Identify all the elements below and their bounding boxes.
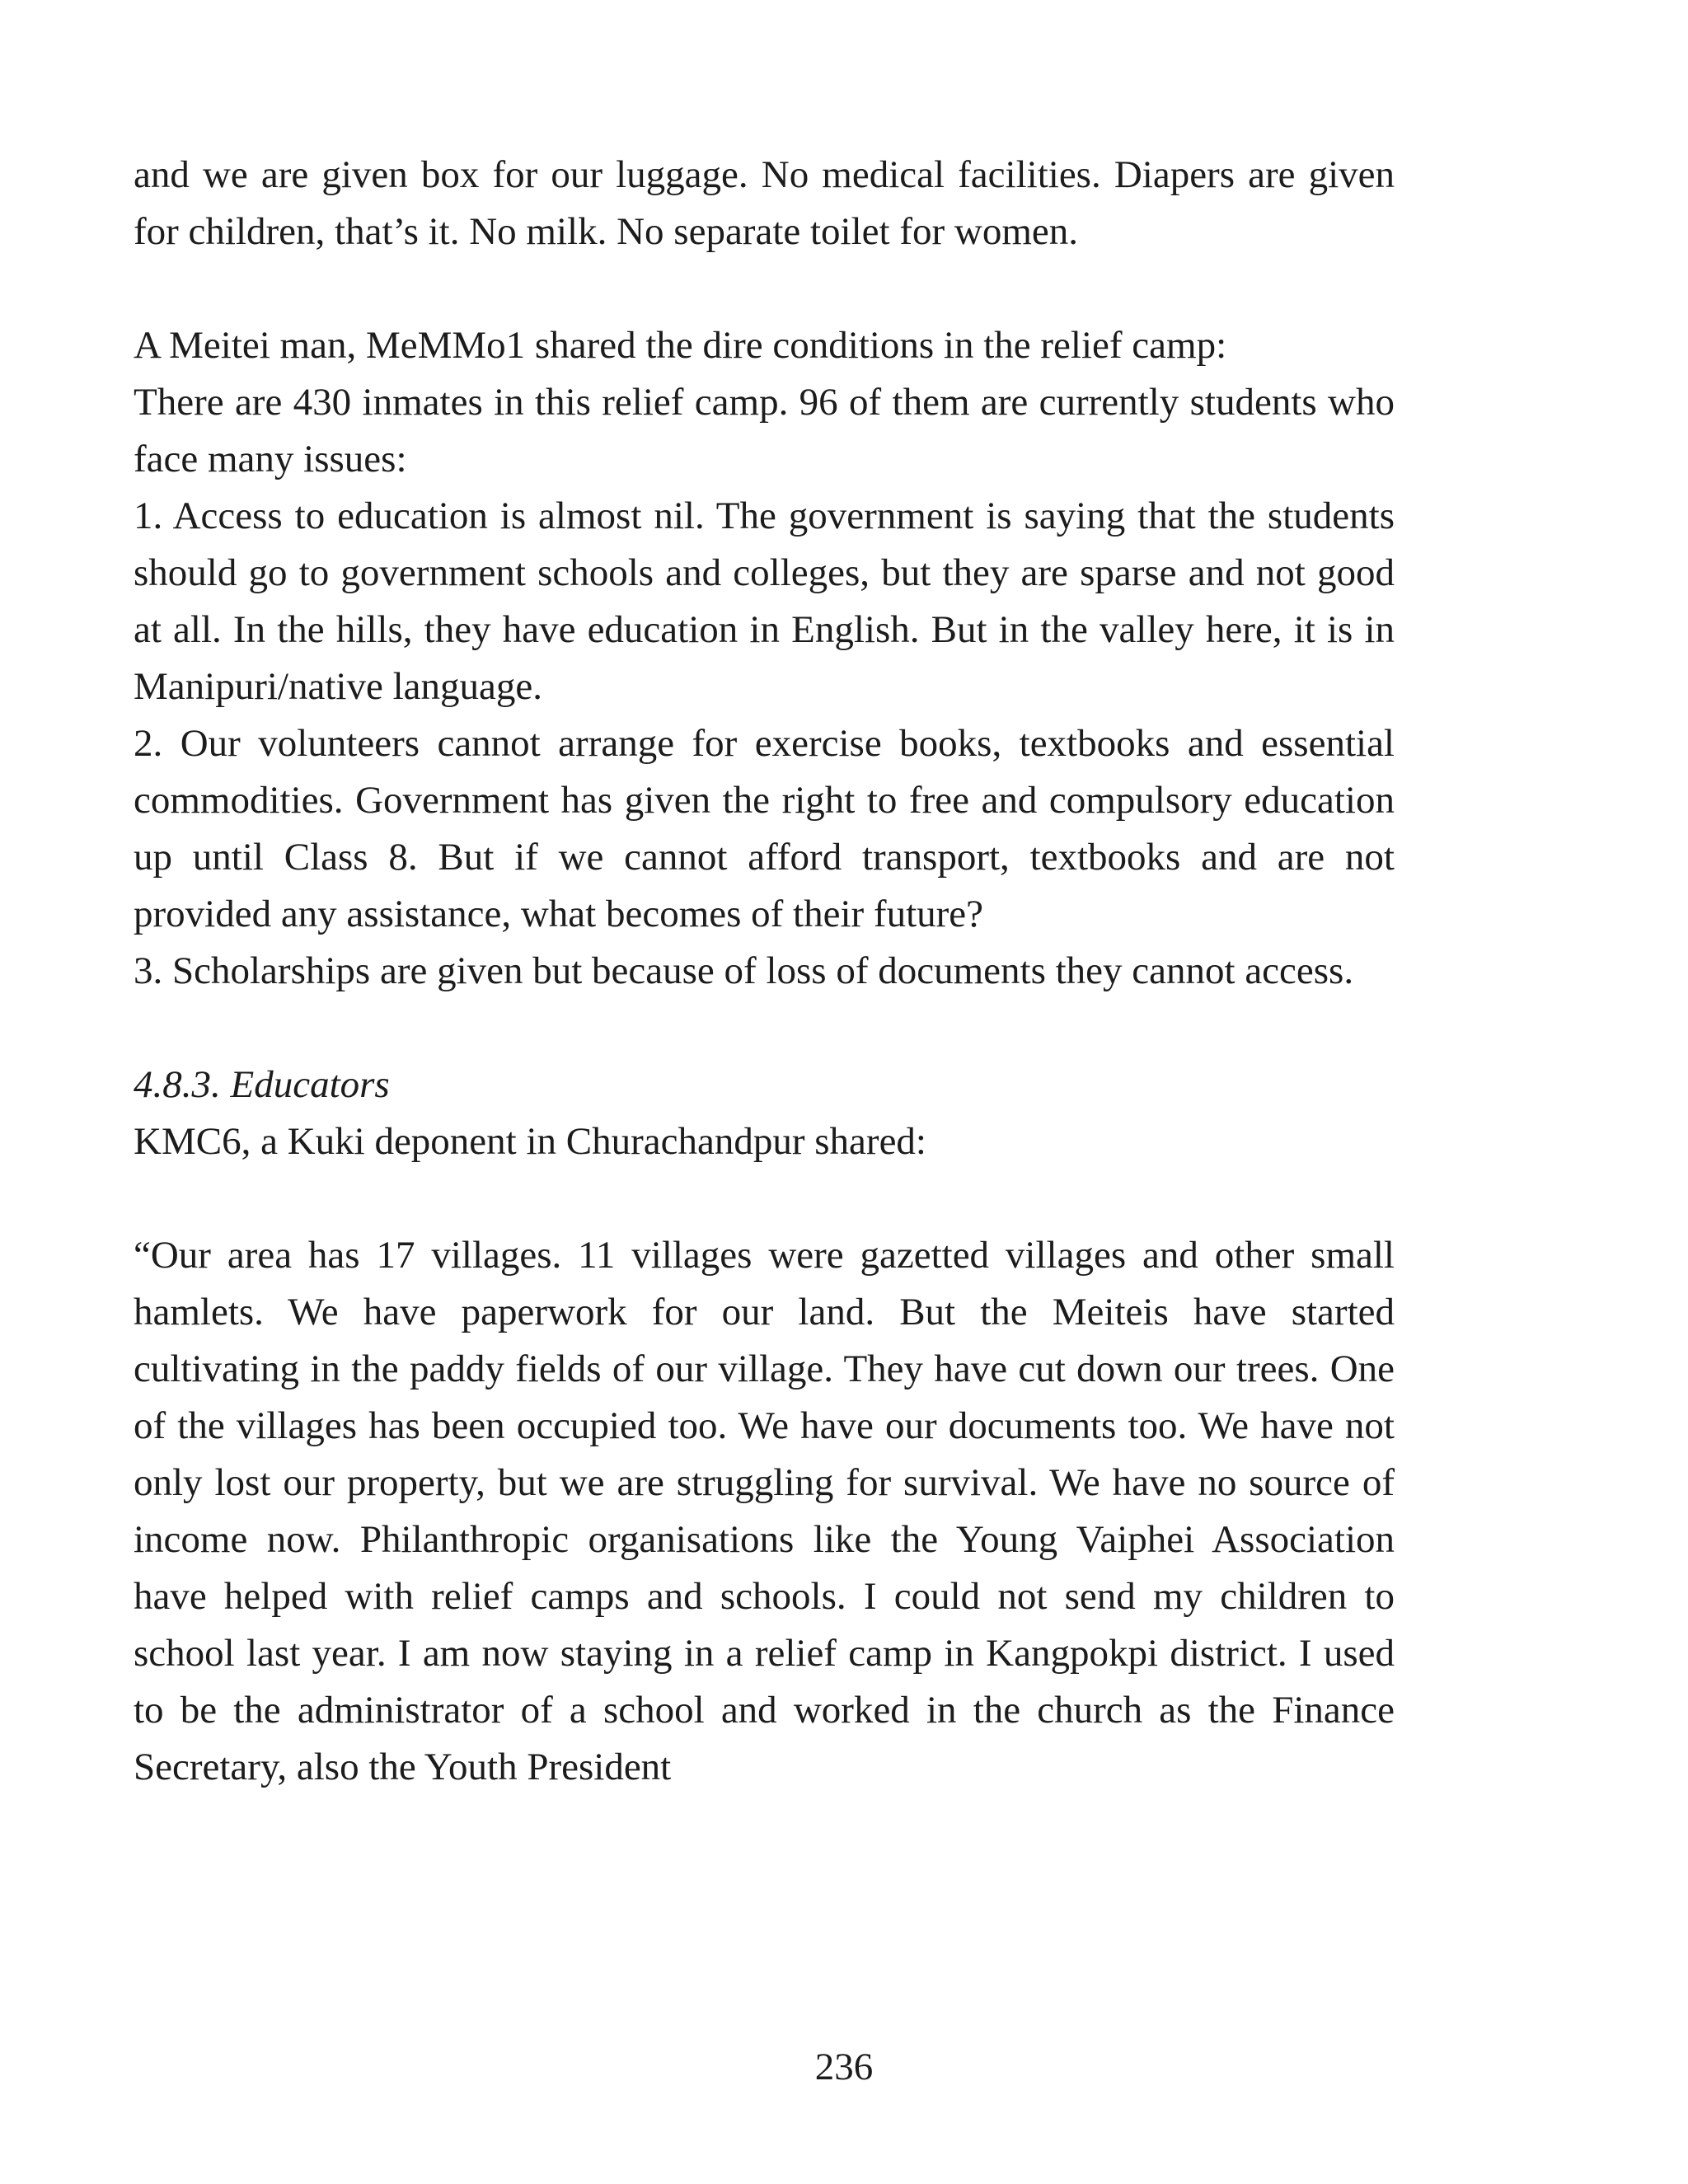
paragraph-relief-facilities: and we are given box for our luggage. No medical facilities. Diapers are given for children, that’s it. No milk. No separate toilet for women. — [134, 153, 1395, 253]
paragraph-gap — [134, 1170, 1395, 1227]
paragraph-gap — [134, 1000, 1395, 1057]
page-number: 236 — [814, 2046, 874, 2088]
paragraph-gap — [134, 260, 1395, 317]
section-intro: KMC6, a Kuki deponent in Churachandpur shared: — [134, 1120, 926, 1163]
paragraph-meitei-intro: A Meitei man, MeMMo1 shared the dire conditions in the relief camp: — [134, 324, 1227, 367]
list-item-volunteers: 2. Our volunteers cannot arrange for exercise books, textbooks and essential commodities. Government has given the right to free and compulsory education up until Class 8. But if we cannot afford transport, textbooks and are not provided any assistance, what becomes of their future? — [134, 722, 1395, 935]
section-heading: 4.8.3. Educators — [134, 1063, 390, 1106]
page-body — [134, 147, 1395, 1796]
list-item-education-access: 1. Access to education is almost nil. The government is saying that the students should go to government schools and colleges, but they are sparse and not good at all. In the hills, they have education in English. But in the valley here, it is in Manipuri/native language. — [134, 494, 1395, 708]
list-item-scholarships: 3. Scholarships are given but because of loss of documents they cannot access. — [134, 949, 1354, 992]
paragraph-inmates: There are 430 inmates in this relief camp. 96 of them are currently students who face many issues: — [134, 381, 1395, 480]
quote-paragraph: “Our area has 17 villages. 11 villages were gazetted villages and other small hamlets. We have paperwork for our land. But the Meiteis have started cultivating in the paddy fields of our village. They have cut down our trees. One of the villages has been occupied too. We have our documents too. We have not only lost our property, but we are struggling for survival. We have no source of income now. Philanthropic organisations like the Young Vaiphei Association have helped with relief camps and schools. I could not send my children to school last year. I am now staying in a relief camp in Kangpokpi district. I used to be the administrator of a school and worked in the church as the Finance Secretary, also the Youth President — [134, 1234, 1395, 1788]
